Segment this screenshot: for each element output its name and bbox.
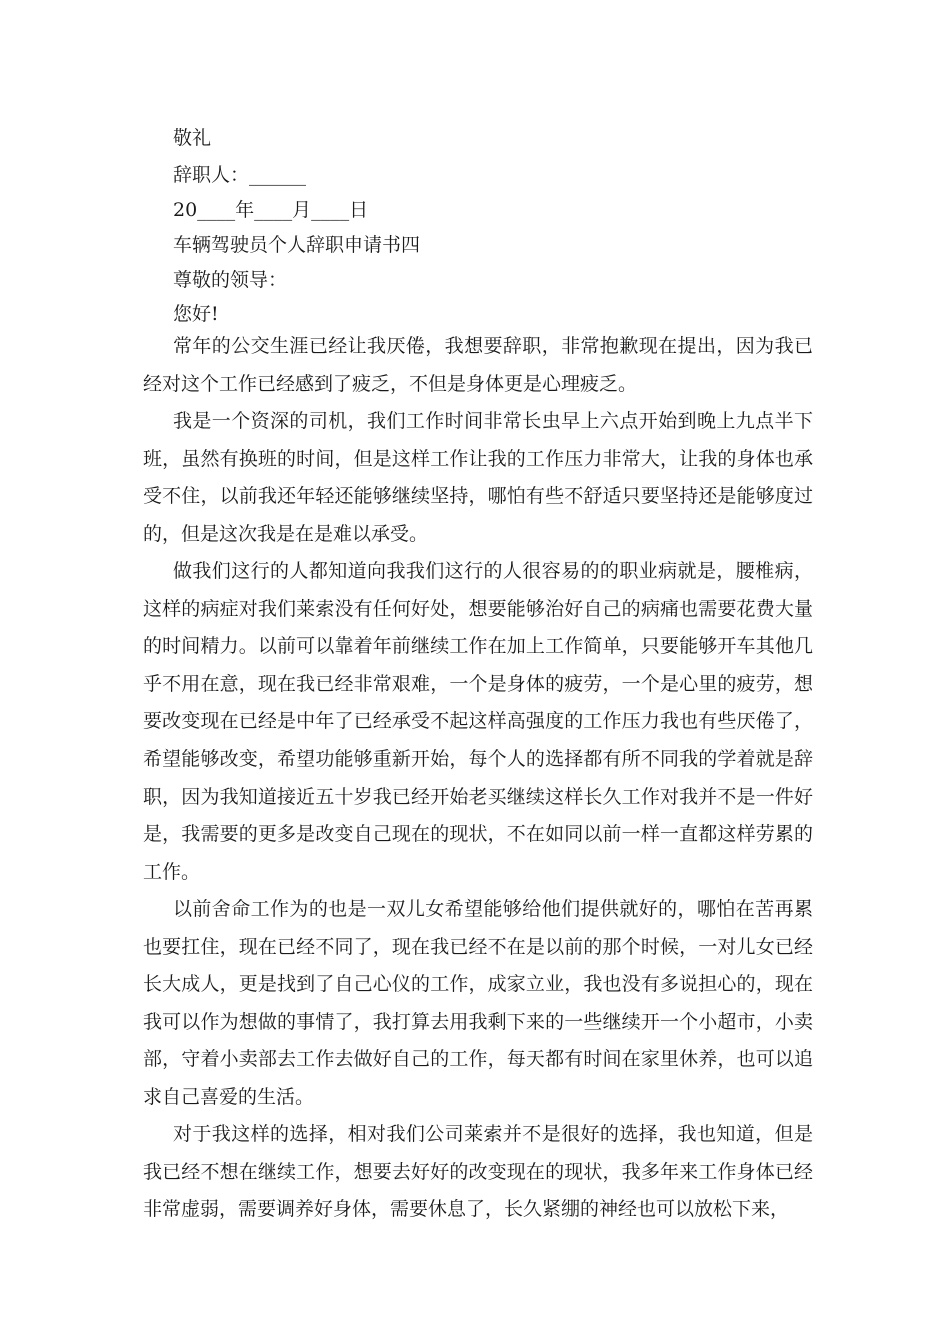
recipient-greeting: 尊敬的领导： — [173, 269, 288, 291]
body-paragraph-3: 做我们这行的人都知道向我我们这行的人很容易的的职业病就是，腰椎病，这样的病症对我们莱索没有任何好处，想要能够治好自己的病痛也需要花费大量的时间精力。以前可以靠着年前继续工作在加上工作简单，只要能够开车其他几乎不用在意，现在我已经非常艰难，一个是身体的疲劳，一个是心里的疲劳，想要改变现在已经是中年了已经承受不起这样高强度的工作压力我也有些厌倦了，希望能够改变，希望功能够重新开始，每个人的选择都有所不同我的学着就是辞职，因为我知道接近五十岁我已经开始老买继续这样长久工作对我并不是一件好是，我需要的更多是改变自己现在的现状，不在如同以前一样一直都这样劳累的工作。 — [143, 560, 813, 883]
body-paragraph-2: 我是一个资深的司机，我们工作时间非常长虫早上六点开始到晚上九点半下班，虽然有换班的时间，但是这样工作让我的工作压力非常大，让我的身体也承受不住，以前我还年轻还能够继续坚持，哪怕有些不舒适只要坚持还是能够度过的，但是这次我是在是难以承受。 — [143, 410, 813, 545]
date-line: 20____年____月____日 — [173, 199, 369, 221]
body-paragraph-1: 常年的公交生涯已经让我厌倦，我想要辞职，非常抱歉现在提出，因为我已经对这个工作已经感到了疲乏，不但是身体更是心理疲乏。 — [143, 335, 813, 395]
resigner-signature-line: 辞职人：______ — [173, 164, 307, 186]
body-paragraph-4: 以前舍命工作为的也是一双儿女希望能够给他们提供就好的，哪怕在苦再累也要扛住，现在已经不同了，现在我已经不在是以前的那个时候，一对儿女已经长大成人，更是找到了自己心仪的工作，成家立业，我也没有多说担心的，现在我可以作为想做的事情了，我打算去用我剩下来的一些继续开一个小超市，小卖部，守着小卖部去工作去做好自己的工作，每天都有时间在家里休养，也可以追求自己喜爱的生活。 — [143, 898, 813, 1108]
hello-line: 您好! — [173, 303, 219, 325]
letter-title: 车辆驾驶员个人辞职申请书四 — [173, 234, 421, 256]
body-paragraph-5: 对于我这样的选择，相对我们公司莱索并不是很好的选择，我也知道，但是我已经不想在继续工作，想要去好好的改变现在的现状，我多年来工作身体已经非常虚弱，需要调养好身体，需要休息了，长久紧绷的神经也可以放松下来， — [143, 1123, 813, 1221]
closing-salutation: 敬礼 — [173, 127, 212, 149]
